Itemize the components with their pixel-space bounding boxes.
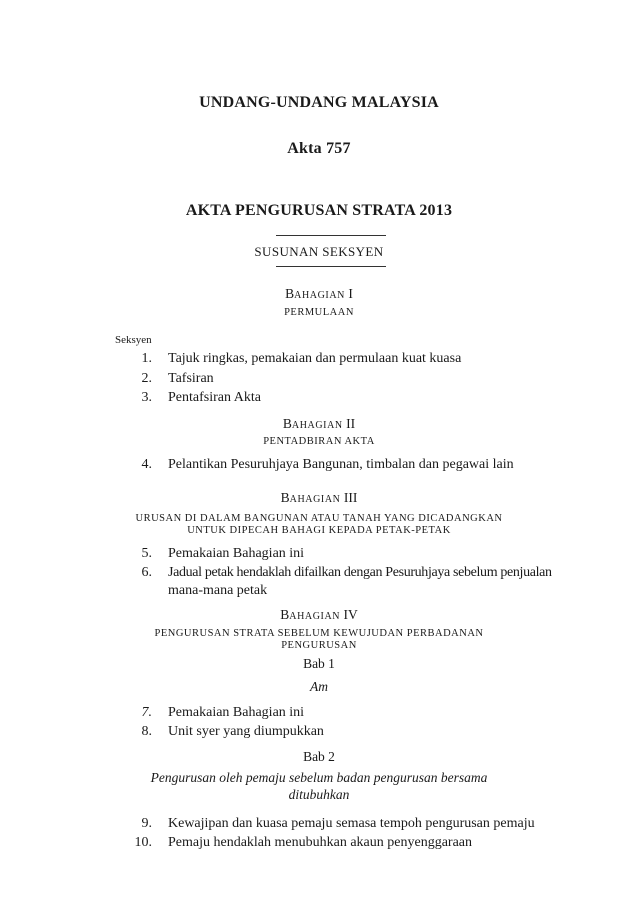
section-title: Unit syer yang diumpukkan <box>168 724 324 739</box>
act-number: Akta 757 <box>287 140 351 157</box>
part-heading: BAHAGIAN III <box>280 490 358 505</box>
section-number: 10. <box>134 835 152 850</box>
section-title: Pemaju hendaklah menubuhkan akaun penyenggaraan <box>168 835 473 850</box>
section-number: 1. <box>141 351 152 366</box>
chapter-heading: Bab 2 <box>303 749 335 764</box>
section-number: 2. <box>141 371 152 386</box>
section-number: 6. <box>141 565 152 580</box>
law-title: UNDANG-UNDANG MALAYSIA <box>199 94 439 111</box>
bottom-rule <box>276 266 386 267</box>
part-heading: BAHAGIAN II <box>282 416 356 431</box>
section-title: Pentafsiran Akta <box>168 390 261 405</box>
section-title: Pelantikan Pesuruhjaya Bangunan, timbalan dan pegawai lain <box>168 457 514 472</box>
part-subtitle: PENTADBIRAN AKTA <box>263 436 375 447</box>
chapter-title: Pengurusan oleh pemaju sebelum badan pengurusan bersama <box>150 770 488 785</box>
section-title: Jadual petak hendaklah difailkan dengan Pesuruhjaya sebelum penjualan <box>168 565 552 580</box>
part-subtitle: URUSAN DI DALAM BANGUNAN ATAU TANAH YANG DICADANGKAN <box>135 513 503 524</box>
section-number: 3. <box>141 390 152 405</box>
section-title-continued: mana-mana petak <box>168 583 268 598</box>
part-subtitle: PENGURUSAN <box>281 640 357 651</box>
section-number: 7. <box>141 705 152 720</box>
chapter-title: Am <box>310 679 328 694</box>
arrangement-heading: SUSUNAN SEKSYEN <box>254 244 384 259</box>
section-number: 5. <box>141 546 152 561</box>
section-label: Seksyen <box>115 334 152 346</box>
part-subtitle: PERMULAAN <box>284 307 354 318</box>
section-title: Pemakaian Bahagian ini <box>168 546 305 561</box>
chapter-heading: Bab 1 <box>303 656 335 671</box>
top-rule <box>276 235 386 236</box>
part-heading: BAHAGIAN I <box>285 286 353 301</box>
section-title: Tajuk ringkas, pemakaian dan permulaan kuat kuasa <box>168 351 462 366</box>
section-number: 8. <box>141 724 152 739</box>
section-title: Kewajipan dan kuasa pemaju semasa tempoh pengurusan pemaju <box>168 816 535 831</box>
section-title: Tafsiran <box>168 371 214 386</box>
section-number: 4. <box>141 457 152 472</box>
part-heading: BAHAGIAN IV <box>280 607 358 622</box>
part-subtitle: PENGURUSAN STRATA SEBELUM KEWUJUDAN PERBADANAN <box>154 628 484 639</box>
section-number: 9. <box>141 816 152 831</box>
section-title: Pemakaian Bahagian ini <box>168 705 305 720</box>
chapter-title-continued: ditubuhkan <box>288 787 350 802</box>
act-name: AKTA PENGURUSAN STRATA 2013 <box>185 202 453 219</box>
part-subtitle: UNTUK DIPECAH BAHAGI KEPADA PETAK-PETAK <box>187 525 451 536</box>
